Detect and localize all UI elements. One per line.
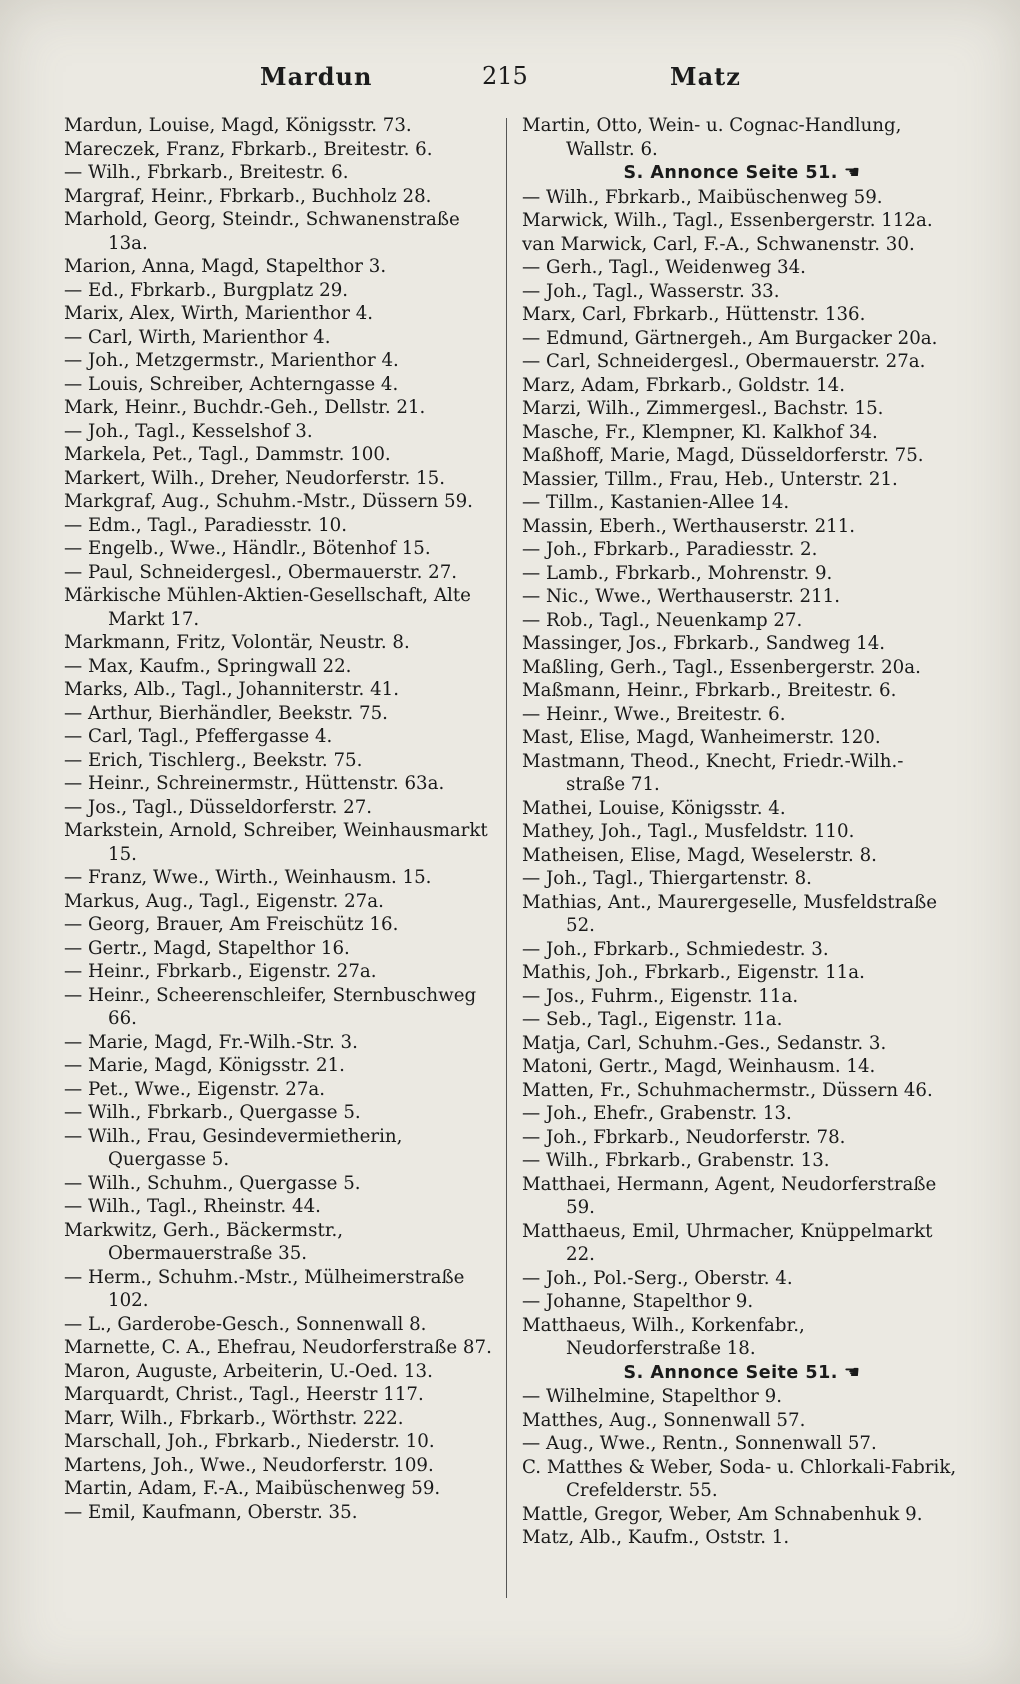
entry-text: Martin, Otto, Wein- u. Cognac-Handlung, Wallstr. 6. — [522, 115, 902, 160]
entry-text: — Joh., Metzgermstr., Marienthor 4. — [64, 350, 399, 371]
directory-entry — [64, 819, 496, 866]
entry-text: — Gerh., Tagl., Weidenweg 34. — [522, 257, 806, 278]
entry-text: Massinger, Jos., Fbrkarb., Sandweg 14. — [522, 633, 886, 654]
entry-text: Mareczek, Franz, Fbrkarb., Breitestr. 6. — [64, 138, 433, 160]
directory-entry — [522, 1432, 962, 1456]
entry-text: — Georg, Brauer, Am Freischütz 16. — [64, 914, 399, 935]
directory-entry — [64, 255, 496, 279]
entry-text: Markgraf, Aug., Schuhm.-Mstr., Düssern 59. — [64, 491, 473, 512]
directory-entry — [522, 1267, 962, 1291]
directory-entry — [64, 1501, 496, 1525]
entry-text: — Edm., Tagl., Paradiesstr. 10. — [64, 514, 348, 536]
entry-text: — Lamb., Fbrkarb., Mohrenstr. 9. — [522, 562, 833, 584]
directory-entry — [64, 326, 496, 350]
directory-entry — [64, 702, 496, 726]
entry-text: Matz, Alb., Kaufm., Oststr. 1. — [522, 1527, 790, 1548]
directory-entry — [64, 537, 496, 561]
directory-entry — [522, 397, 962, 421]
directory-entry — [64, 749, 496, 773]
entry-text: — Seb., Tagl., Eigenstr. 11a. — [522, 1009, 783, 1030]
entry-text: — Joh., Fbrkarb., Paradiesstr. 2. — [522, 539, 818, 560]
right-column — [522, 114, 962, 1550]
directory-entry — [64, 1454, 496, 1478]
directory-entry — [522, 961, 962, 985]
entry-text: — Herm., Schuhm.-Mstr., Mülheimerstraße 102. — [64, 1266, 465, 1311]
directory-entry — [64, 890, 496, 914]
annonce-text: S. Annonce Seite 51. — [623, 1362, 838, 1383]
directory-entry — [64, 1031, 496, 1055]
entry-text: — Rob., Tagl., Neuenkamp 27. — [522, 609, 803, 631]
entry-text: Martin, Adam, F.-A., Maibüschenweg 59. — [64, 1478, 441, 1499]
entry-text: Markwitz, Gerh., Bäckermstr., Obermauerstraße 35. — [64, 1219, 344, 1264]
directory-entry — [64, 1266, 496, 1313]
entry-text: Matheisen, Elise, Magd, Weselerstr. 8. — [522, 844, 877, 866]
directory-entry — [522, 515, 962, 539]
directory-entry — [64, 443, 496, 467]
directory-entry — [522, 1314, 962, 1361]
directory-entry — [64, 678, 496, 702]
entry-text: — Heinr., Fbrkarb., Eigenstr. 27a. — [64, 961, 377, 982]
directory-entry — [64, 725, 496, 749]
entry-text: Marquardt, Christ., Tagl., Heerstr 117. — [64, 1384, 424, 1405]
entry-text: — Marie, Magd, Fr.-Wilh.-Str. 3. — [64, 1031, 358, 1053]
entry-text: — Carl, Wirth, Marienthor 4. — [64, 326, 331, 348]
directory-entry — [522, 585, 962, 609]
directory-entry — [64, 161, 496, 185]
directory-entry — [64, 514, 496, 538]
directory-entry — [522, 1409, 962, 1433]
directory-entry — [522, 1456, 962, 1503]
annonce-reference — [522, 161, 962, 186]
directory-entry — [522, 1079, 962, 1103]
entry-text: Märkische Mühlen-Aktien-Gesellschaft, Alte Markt 17. — [64, 585, 471, 630]
entry-text: — Engelb., Wwe., Händlr., Bötenhof 15. — [64, 538, 431, 559]
directory-entry — [522, 468, 962, 492]
entry-text: Matthaeus, Wilh., Korkenfabr., Neudorferstraße 18. — [522, 1314, 805, 1359]
directory-entry — [522, 538, 962, 562]
directory-entry — [64, 1195, 496, 1219]
entry-text: Markela, Pet., Tagl., Dammstr. 100. — [64, 444, 391, 465]
entry-text: Mark, Heinr., Buchdr.-Geh., Dellstr. 21. — [64, 397, 426, 418]
directory-entry — [64, 655, 496, 679]
directory-entry — [64, 373, 496, 397]
entry-text: Masche, Fr., Klempner, Kl. Kalkhof 34. — [522, 421, 878, 443]
directory-entry — [522, 1526, 962, 1550]
entry-text: — Louis, Schreiber, Achterngasse 4. — [64, 373, 399, 395]
entry-text: — Emil, Kaufmann, Oberstr. 35. — [64, 1501, 358, 1523]
directory-entry — [64, 1172, 496, 1196]
entry-text: Massin, Eberh., Werthauserstr. 211. — [522, 515, 856, 537]
directory-entry — [64, 467, 496, 491]
directory-entry — [522, 186, 962, 210]
annonce-text: S. Annonce Seite 51. — [623, 163, 838, 183]
entry-text: — Nic., Wwe., Werthauserstr. 211. — [522, 586, 841, 607]
directory-entry — [522, 209, 962, 233]
entry-text: — Erich, Tischlerg., Beekstr. 75. — [64, 749, 363, 771]
directory-entry — [64, 984, 496, 1031]
entry-text: — Jos., Tagl., Düsseldorferstr. 27. — [64, 796, 373, 818]
entry-text: — Wilh., Frau, Gesindevermietherin, Quergasse 5. — [64, 1125, 403, 1170]
directory-entry — [522, 491, 962, 515]
entry-text: Markstein, Arnold, Schreiber, Weinhausmarkt 15. — [64, 820, 488, 865]
entry-text: Markus, Aug., Tagl., Eigenstr. 27a. — [64, 890, 384, 912]
directory-entry — [64, 913, 496, 937]
directory-entry — [522, 797, 962, 821]
directory-entry — [64, 1477, 496, 1501]
directory-entry — [522, 1220, 962, 1267]
directory-entry — [522, 280, 962, 304]
left-column — [64, 114, 496, 1524]
header-right-word: Matz — [670, 62, 741, 91]
directory-entry — [64, 796, 496, 820]
directory-entry — [64, 1407, 496, 1431]
entry-text: Mardun, Louise, Magd, Königsstr. 73. — [64, 115, 412, 136]
directory-entry — [64, 1430, 496, 1454]
directory-entry — [64, 561, 496, 585]
directory-entry — [522, 726, 962, 750]
entry-text: — Carl, Tagl., Pfeffergasse 4. — [64, 726, 333, 747]
directory-entry — [522, 938, 962, 962]
directory-entry — [522, 114, 962, 161]
entry-text: — Aug., Wwe., Rentn., Sonnenwall 57. — [522, 1433, 877, 1454]
entry-text: van Marwick, Carl, F.-A., Schwanenstr. 30. — [522, 233, 915, 255]
entry-text: Marion, Anna, Magd, Stapelthor 3. — [64, 256, 387, 277]
directory-entry — [64, 866, 496, 890]
entry-text: — Wilh., Fbrkarb., Maibüschenweg 59. — [522, 186, 883, 208]
directory-entry — [64, 1054, 496, 1078]
directory-entry — [64, 1078, 496, 1102]
entry-text: — Jos., Fuhrm., Eigenstr. 11a. — [522, 985, 799, 1007]
entry-text: — Heinr., Scheerenschleifer, Sternbuschweg 66. — [64, 984, 477, 1029]
directory-entry — [64, 1360, 496, 1384]
entry-text: — Carl, Schneidergesl., Obermauerstr. 27a. — [522, 351, 926, 372]
directory-entry — [64, 138, 496, 162]
entry-text: — Wilh., Fbrkarb., Grabenstr. 13. — [522, 1150, 830, 1171]
entry-text: Marhold, Georg, Steindr., Schwanenstraße 13a. — [64, 209, 460, 254]
directory-entry — [64, 114, 496, 138]
entry-text: Maßhoff, Marie, Magd, Düsseldorferstr. 75. — [522, 445, 924, 466]
directory-entry — [522, 1126, 962, 1150]
entry-text: Markert, Wilh., Dreher, Neudorferstr. 15. — [64, 467, 446, 489]
directory-entry — [64, 937, 496, 961]
entry-text: Marschall, Joh., Fbrkarb., Niederstr. 10. — [64, 1431, 435, 1452]
entry-text: Marr, Wilh., Fbrkarb., Wörthstr. 222. — [64, 1407, 404, 1429]
entry-text: Margraf, Heinr., Fbrkarb., Buchholz 28. — [64, 185, 432, 207]
directory-entry — [522, 374, 962, 398]
column-divider — [506, 118, 507, 1598]
entry-text: Maßmann, Heinr., Fbrkarb., Breitestr. 6. — [522, 680, 897, 701]
directory-entry — [522, 1385, 962, 1409]
directory-entry — [64, 302, 496, 326]
directory-entry — [522, 867, 962, 891]
entry-text: Mathis, Joh., Fbrkarb., Eigenstr. 11a. — [522, 962, 865, 983]
entry-text: — Johanne, Stapelthor 9. — [522, 1291, 754, 1312]
entry-text: — Joh., Tagl., Thiergartenstr. 8. — [522, 868, 812, 889]
directory-entry — [64, 1336, 496, 1360]
entry-text: — Franz, Wwe., Wirth., Weinhausm. 15. — [64, 867, 432, 888]
directory-entry — [64, 279, 496, 303]
directory-entry — [522, 1102, 962, 1126]
directory-entry — [522, 891, 962, 938]
entry-text: — Joh., Fbrkarb., Schmiedestr. 3. — [522, 938, 829, 960]
entry-text: — Edmund, Gärtnergeh., Am Burgacker 20a. — [522, 327, 938, 349]
entry-text: Marnette, C. A., Ehefrau, Neudorferstraße 87. — [64, 1337, 492, 1358]
entry-text: — Wilhelmine, Stapelthor 9. — [522, 1386, 783, 1407]
directory-entry — [522, 820, 962, 844]
directory-entry — [64, 396, 496, 420]
page-number: 215 — [482, 62, 528, 90]
entry-text: — Joh., Ehefr., Grabenstr. 13. — [522, 1103, 792, 1124]
directory-entry — [522, 1008, 962, 1032]
entry-text: — Wilh., Fbrkarb., Breitestr. 6. — [64, 162, 349, 183]
directory-entry — [522, 1173, 962, 1220]
entry-text: — Wilh., Schuhm., Quergasse 5. — [64, 1172, 361, 1194]
entry-text: — Ed., Fbrkarb., Burgplatz 29. — [64, 279, 349, 301]
entry-text: Marwick, Wilh., Tagl., Essenbergerstr. 112a. — [522, 210, 933, 231]
entry-text: — Joh., Tagl., Wasserstr. 33. — [522, 280, 780, 302]
entry-text: Mastmann, Theod., Knecht, Friedr.-Wilh.-straße 71. — [522, 750, 904, 795]
pointing-hand-icon: ☚ — [843, 162, 861, 183]
page-header — [60, 62, 980, 96]
directory-entry — [64, 420, 496, 444]
entry-text: Matthaeus, Emil, Uhrmacher, Knüppelmarkt 22. — [522, 1220, 933, 1265]
directory-entry — [64, 490, 496, 514]
entry-text: Marzi, Wilh., Zimmergesl., Bachstr. 15. — [522, 398, 884, 419]
directory-entry — [522, 1290, 962, 1314]
entry-text: Matthes, Aug., Sonnenwall 57. — [522, 1409, 806, 1431]
directory-entry — [522, 256, 962, 280]
directory-entry — [522, 350, 962, 374]
entry-text: Mathei, Louise, Königsstr. 4. — [522, 797, 786, 819]
entry-text: — Gertr., Magd, Stapelthor 16. — [64, 937, 350, 959]
annonce-reference — [522, 1361, 962, 1386]
entry-text: Marz, Adam, Fbrkarb., Goldstr. 14. — [522, 374, 845, 396]
entry-text: Marks, Alb., Tagl., Johanniterstr. 41. — [64, 679, 400, 700]
entry-text: — Pet., Wwe., Eigenstr. 27a. — [64, 1078, 326, 1100]
entry-text: Markmann, Fritz, Volontär, Neustr. 8. — [64, 632, 410, 653]
directory-entry — [522, 303, 962, 327]
directory-entry — [522, 679, 962, 703]
entry-text: — Heinr., Schreinermstr., Hüttenstr. 63a. — [64, 773, 445, 794]
entry-text: — Tillm., Kastanien-Allee 14. — [522, 492, 790, 513]
directory-entry — [64, 1219, 496, 1266]
entry-text: Mathey, Joh., Tagl., Musfeldstr. 110. — [522, 821, 855, 842]
directory-entry — [64, 1101, 496, 1125]
directory-entry — [522, 844, 962, 868]
directory-entry — [522, 1032, 962, 1056]
directory-entry — [522, 233, 962, 257]
directory-entry — [64, 631, 496, 655]
header-left-word: Mardun — [260, 62, 373, 91]
directory-entry — [522, 609, 962, 633]
directory-entry — [64, 1313, 496, 1337]
entry-text: Maßling, Gerh., Tagl., Essenbergerstr. 20a. — [522, 656, 921, 678]
entry-text: Maron, Auguste, Arbeiterin, U.-Oed. 13. — [64, 1360, 433, 1382]
entry-text: C. Matthes & Weber, Soda- u. Chlorkali-Fabrik, Crefelderstr. 55. — [522, 1456, 957, 1501]
entry-text: Martens, Joh., Wwe., Neudorferstr. 109. — [64, 1454, 434, 1476]
directory-entry — [64, 349, 496, 373]
entry-text: Matja, Carl, Schuhm.-Ges., Sedanstr. 3. — [522, 1032, 887, 1054]
entry-text: — Joh., Pol.-Serg., Oberstr. 4. — [522, 1267, 793, 1289]
entry-text: — Wilh., Fbrkarb., Quergasse 5. — [64, 1102, 361, 1123]
directory-entry — [64, 208, 496, 255]
directory-entry — [522, 562, 962, 586]
directory-entry — [522, 632, 962, 656]
entry-text: Matoni, Gertr., Magd, Weinhausm. 14. — [522, 1056, 876, 1077]
pointing-hand-icon: ☚ — [843, 1361, 861, 1383]
directory-entry — [522, 327, 962, 351]
entry-text: — Arthur, Bierhändler, Beekstr. 75. — [64, 702, 388, 724]
entry-text: Matten, Fr., Schuhmachermstr., Düssern 46. — [522, 1079, 933, 1101]
entry-text: Massier, Tillm., Frau, Heb., Unterstr. 21. — [522, 468, 898, 490]
entry-text: Mast, Elise, Magd, Wanheimerstr. 120. — [522, 727, 881, 748]
entry-text: Mattle, Gregor, Weber, Am Schnabenhuk 9. — [522, 1503, 923, 1525]
directory-entry — [522, 656, 962, 680]
directory-entry — [64, 1383, 496, 1407]
entry-text: Marix, Alex, Wirth, Marienthor 4. — [64, 303, 374, 324]
directory-entry — [522, 985, 962, 1009]
directory-entry — [522, 750, 962, 797]
directory-entry — [64, 960, 496, 984]
entry-text: — Joh., Fbrkarb., Neudorferstr. 78. — [522, 1126, 846, 1148]
entry-text: — Paul, Schneidergesl., Obermauerstr. 27. — [64, 561, 458, 583]
entry-text: Marx, Carl, Fbrkarb., Hüttenstr. 136. — [522, 304, 866, 325]
entry-text: — Marie, Magd, Königsstr. 21. — [64, 1055, 345, 1076]
entry-text: Mathias, Ant., Maurergeselle, Musfeldstraße 52. — [522, 891, 938, 936]
directory-entry — [64, 1125, 496, 1172]
entry-text: — Wilh., Tagl., Rheinstr. 44. — [64, 1196, 321, 1217]
directory-entry — [522, 444, 962, 468]
directory-entry — [522, 421, 962, 445]
entry-text: — L., Garderobe-Gesch., Sonnenwall 8. — [64, 1313, 427, 1335]
directory-entry — [64, 772, 496, 796]
directory-entry — [64, 185, 496, 209]
entry-text: — Heinr., Wwe., Breitestr. 6. — [522, 703, 786, 725]
directory-entry — [522, 1149, 962, 1173]
entry-text: — Max, Kaufm., Springwall 22. — [64, 655, 352, 677]
directory-entry — [522, 1055, 962, 1079]
entry-text: Matthaei, Hermann, Agent, Neudorferstraße 59. — [522, 1173, 937, 1218]
directory-entry — [522, 703, 962, 727]
entry-text: — Joh., Tagl., Kesselshof 3. — [64, 420, 313, 442]
directory-entry — [522, 1503, 962, 1527]
directory-entry — [64, 584, 496, 631]
